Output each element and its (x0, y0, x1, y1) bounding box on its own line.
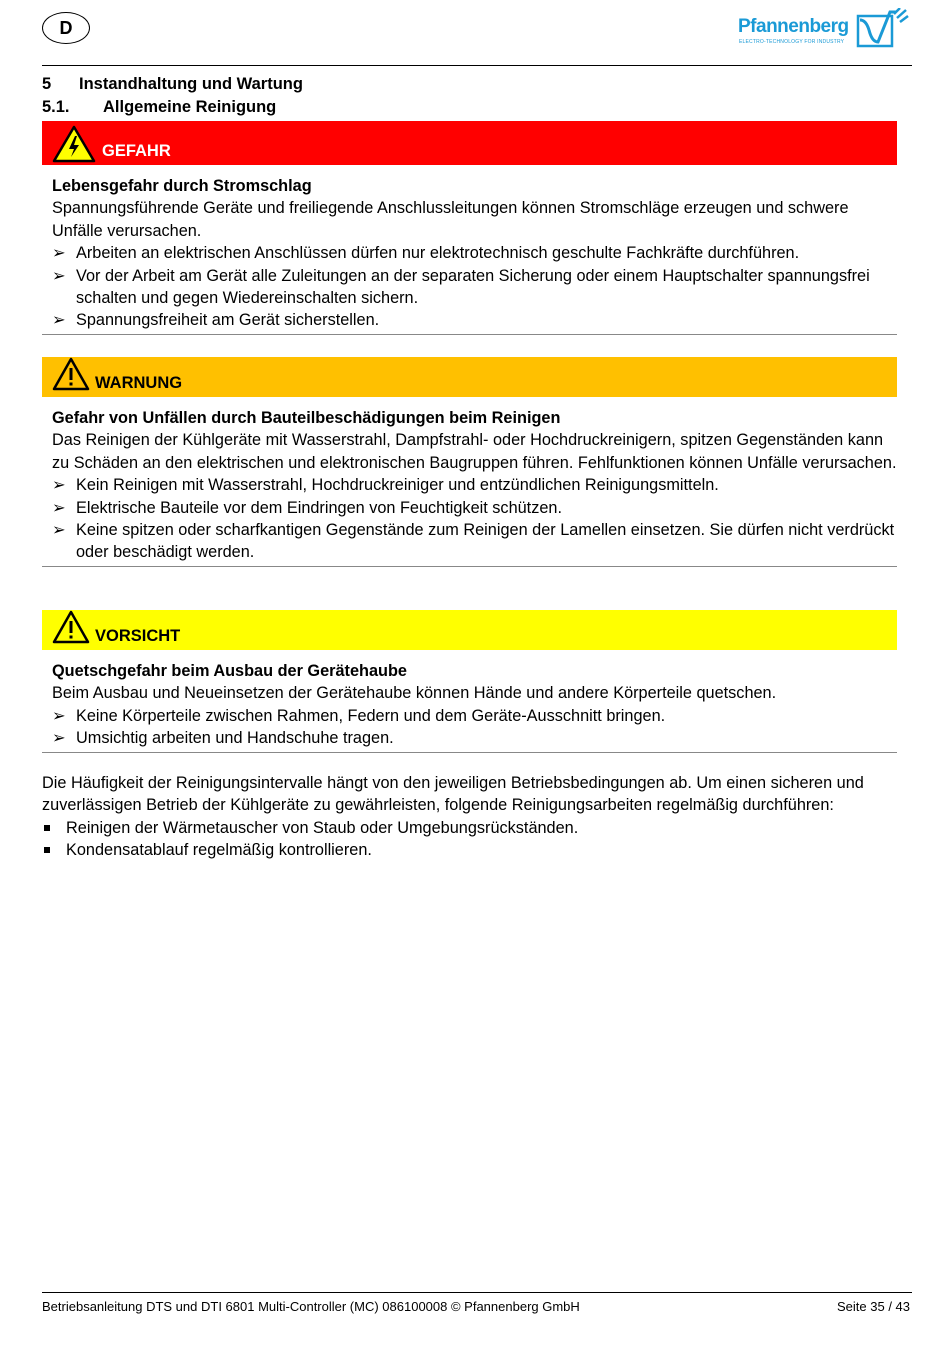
list-item: ➢ Vor der Arbeit am Gerät alle Zuleitungen an der separaten Sicherung oder einem Hauptschalter spannungsfrei schalten und gegen Wiedereinschalten sichern. (52, 266, 870, 308)
list-item: ➢ Elektrische Bauteile vor dem Eindringen von Feuchtigkeit schützen. (52, 497, 897, 519)
danger-banner (42, 121, 897, 165)
arrow-bullet-icon: ➢ (52, 729, 66, 748)
warning-measures (52, 474, 897, 564)
warning-banner (42, 357, 897, 397)
warning-triangle-icon (52, 610, 90, 644)
arrow-bullet-icon: ➢ (52, 521, 66, 540)
list-item: ➢ Keine spitzen oder scharfkantigen Gegenstände zum Reinigen der Lamellen einsetzen. Sie dürfen nicht verdrückt oder beschädigt werden. (52, 521, 895, 562)
danger-measures (52, 242, 897, 332)
warning-body (42, 397, 897, 564)
danger-description: Spannungsführende Geräte und freiliegende Anschlussleitungen können Stromschläge erzeugen und schwere Unfälle verursachen. (52, 199, 849, 240)
list-item: Kondensatablauf regelmäßig kontrollieren. (42, 839, 902, 861)
caution-label: VORSICHT (95, 627, 181, 645)
danger-notice (42, 121, 897, 335)
list-item: Reinigen der Wärmetauscher von Staub oder Umgebungsrückständen. (42, 817, 902, 839)
caution-body (42, 650, 897, 750)
pfannenberg-mark-icon (856, 8, 910, 48)
list-item: ➢ Umsichtig arbeiten und Handschuhe tragen. (52, 727, 897, 749)
language-badge: D (42, 12, 90, 44)
caution-banner (42, 610, 897, 650)
footer-rule (42, 1292, 912, 1293)
section-number: 5 (42, 75, 52, 93)
caution-description: Beim Ausbau und Neueinsetzen der Gerätehaube können Hände und andere Körperteile quetschen. (52, 684, 777, 703)
list-item: ➢ Spannungsfreiheit am Gerät sicherstellen. (52, 309, 897, 331)
warning-description: Das Reinigen der Kühlgeräte mit Wasserstrahl, Dampfstrahl- oder Hochdruckreinigern, spitzen Gegenständen kann zu Schäden an den elektrischen und elektronischen Baugruppen führen. Fehlfunktionen können Unfälle verursachen. (52, 431, 897, 472)
list-item: ➢ Keine Körperteile zwischen Rahmen, Federn und dem Geräte-Ausschnitt bringen. (52, 705, 897, 727)
list-item: ➢ Kein Reinigen mit Wasserstrahl, Hochdruckreiniger und entzündlichen Reinigungsmitteln. (52, 474, 897, 496)
electric-hazard-icon (52, 125, 96, 163)
subsection-number: 5.1. (42, 98, 70, 116)
caution-title: Quetschgefahr beim Ausbau der Gerätehaube (52, 662, 407, 680)
danger-body (42, 165, 897, 332)
arrow-bullet-icon: ➢ (52, 244, 66, 263)
caution-measures (52, 705, 897, 750)
divider (42, 752, 897, 753)
footer-document-info: Betriebsanleitung DTS und DTI 6801 Multi-Controller (MC) 086100008 © Pfannenberg GmbH (42, 1299, 580, 1314)
arrow-bullet-icon: ➢ (52, 706, 66, 725)
maintenance-intro: Die Häufigkeit der Reinigungsintervalle hängt von den jeweiligen Betriebsbedingungen ab. Um einen sicheren und zuverlässigen Betrieb der Kühlgeräte zu gewährleisten, folgende Reinigungsarbeiten regelmäßig durchführen: (42, 774, 864, 815)
warning-triangle-icon (52, 357, 90, 391)
pfannenberg-logo (738, 8, 910, 48)
header-rule (42, 65, 912, 66)
page-number: Seite 35 / 43 (837, 1299, 910, 1314)
divider (42, 334, 897, 335)
subsection-heading (42, 98, 276, 117)
danger-label: GEFAHR (102, 142, 171, 160)
logo-name: Pfannenberg (738, 16, 849, 37)
warning-notice (42, 357, 897, 567)
arrow-bullet-icon: ➢ (52, 266, 66, 285)
arrow-bullet-icon: ➢ (52, 476, 66, 495)
danger-title: Lebensgefahr durch Stromschlag (52, 177, 312, 195)
subsection-title: Allgemeine Reinigung (103, 98, 277, 116)
maintenance-tasks (42, 817, 902, 862)
warning-title: Gefahr von Unfällen durch Bauteilbeschädigungen beim Reinigen (52, 409, 561, 427)
caution-notice (42, 610, 897, 753)
arrow-bullet-icon: ➢ (52, 498, 66, 517)
logo-tagline: ELECTRO-TECHNOLOGY FOR INDUSTRY (739, 39, 845, 45)
arrow-bullet-icon: ➢ (52, 311, 66, 330)
section-heading (42, 75, 303, 94)
maintenance-section (42, 772, 902, 862)
divider (42, 566, 897, 567)
list-item: ➢ Arbeiten an elektrischen Anschlüssen dürfen nur elektrotechnisch geschulte Fachkräfte durchführen. (52, 242, 897, 264)
section-title: Instandhaltung und Wartung (79, 75, 303, 93)
warning-label: WARNUNG (95, 374, 183, 392)
